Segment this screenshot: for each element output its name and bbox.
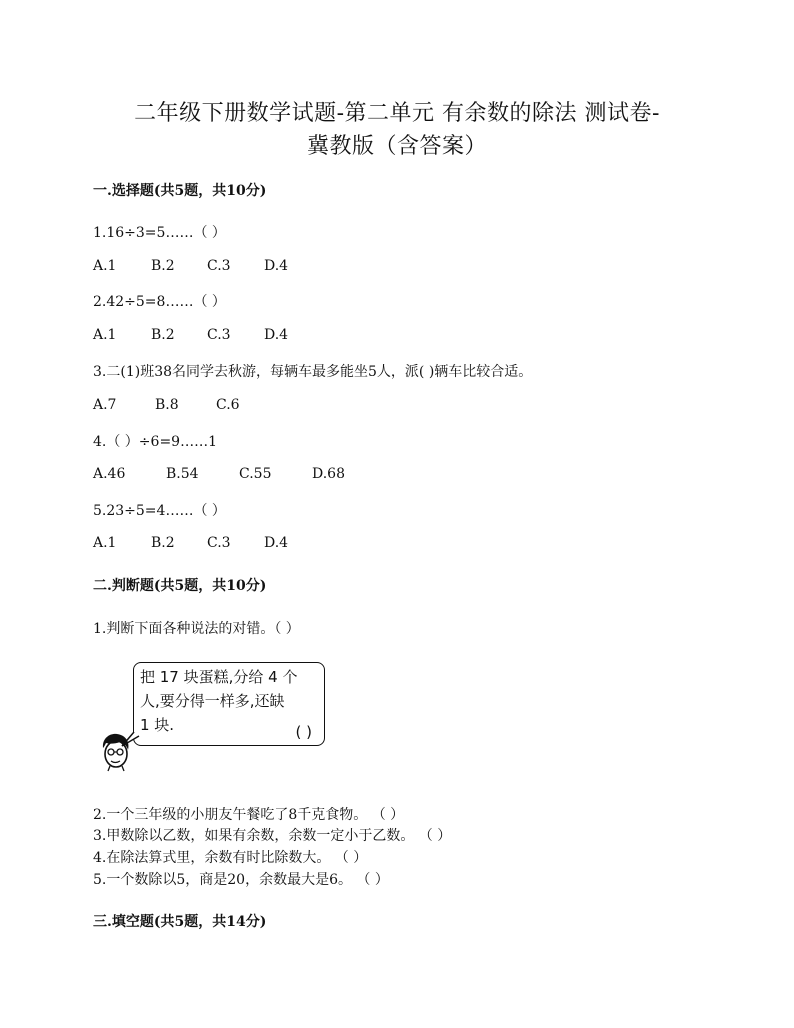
bubble-answer-paren: ( ) — [295, 723, 312, 741]
option: D.4 — [264, 327, 289, 343]
question-text: 3.二(1)班38名同学去秋游，每辆车最多能坐5人，派( )辆车比较合适。 — [93, 364, 533, 380]
option: B.8 — [155, 397, 179, 413]
question-text: 4.（ ）÷6=9……1 — [93, 434, 217, 450]
option: B.2 — [151, 327, 175, 343]
bubble-text: 把 17 块蛋糕,分给 4 个 — [140, 668, 298, 686]
option: A.1 — [93, 258, 117, 274]
option: A.1 — [93, 535, 117, 551]
speech-bubble — [133, 662, 325, 746]
option: C.3 — [207, 258, 231, 274]
option: C.6 — [216, 397, 240, 413]
question-options — [93, 327, 288, 343]
section-heading-fill: 三.填空题(共5题，共14分) — [93, 914, 267, 930]
judge-item: 5.一个数除以5，商是20，余数最大是6。 （ ） — [93, 872, 389, 888]
question-options — [93, 466, 345, 482]
question-text: 5.23÷5=4……（ ） — [93, 503, 226, 519]
judge-item: 2.一个三年级的小朋友午餐吃了8千克食物。 （ ） — [93, 807, 405, 823]
judge-item: 3.甲数除以乙数，如果有余数，余数一定小于乙数。 （ ） — [93, 828, 452, 844]
bubble-text: 人,要分得一样多,还缺 — [140, 692, 285, 710]
option: A.7 — [93, 397, 117, 413]
bubble-text: 1 块. — [140, 716, 175, 734]
option: C.55 — [239, 466, 272, 482]
judge-item: 4.在除法算式里，余数有时比除数大。 （ ） — [93, 850, 368, 866]
option: D.4 — [264, 258, 289, 274]
option: D.68 — [312, 466, 345, 482]
option: C.3 — [207, 327, 231, 343]
question-options — [93, 397, 240, 413]
option: B.2 — [151, 535, 175, 551]
child-face-icon — [100, 732, 132, 772]
option: C.3 — [207, 535, 231, 551]
question-options — [93, 535, 288, 551]
option: B.2 — [151, 258, 175, 274]
page-title-line2: 冀教版（含答案） — [306, 134, 487, 159]
page-title-line1: 二年级下册数学试题-第二单元 有余数的除法 测试卷- — [134, 101, 660, 126]
question-options — [93, 258, 288, 274]
option: B.54 — [166, 466, 199, 482]
section-heading-judge: 二.判断题(共5题，共10分) — [93, 578, 267, 594]
section-heading-choice: 一.选择题(共5题，共10分) — [93, 183, 267, 199]
question-text: 2.42÷5=8……（ ） — [93, 294, 226, 310]
option: A.1 — [93, 327, 117, 343]
option: A.46 — [93, 466, 126, 482]
question-text: 1.16÷3=5……（ ） — [93, 225, 226, 241]
question-text: 1.判断下面各种说法的对错。（ ） — [93, 621, 300, 637]
option: D.4 — [264, 535, 289, 551]
